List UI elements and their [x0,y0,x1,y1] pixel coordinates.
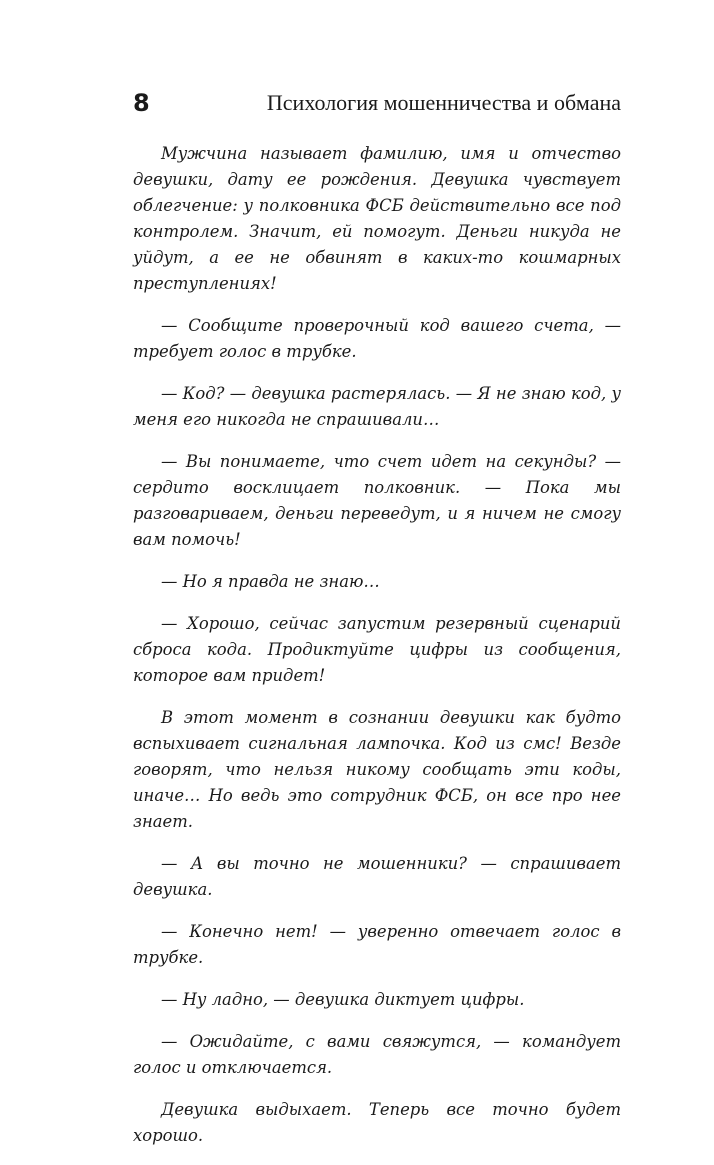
paragraph-1: Мужчина называет фамилию, имя и отчество девушки, дату ее рождения. Девушка чувствует облегчение: у полковника ФСБ действительно все под контролем. Значит, ей помогут. Деньги никуда не уйдут, а ее не обвинят в каких-то кошмарных преступлениях! [133,144,621,293]
paragraph-2: — Сообщите проверочный код вашего счета, — требует голос в трубке. [133,316,621,361]
paragraph-7: В этот момент в сознании девушки как будто вспыхивает сигнальная лампочка. Код из смс! Везде говорят, что нельзя никому сообщать эти коды, иначе… Но ведь это сотрудник ФСБ, он все про нее знает. [133,708,621,831]
page-header [133,86,621,122]
paragraph-8: — А вы точно не мошенники? — спрашивает девушка. [133,854,621,899]
page-number: 8 [133,89,150,117]
body-text [133,141,621,1165]
paragraph-5: — Но я правда не знаю… [161,572,380,591]
paragraph-6: — Хорошо, сейчас запустим резервный сценарий сброса кода. Продиктуйте цифры из сообщения, которое вам придет! [133,614,621,685]
running-title: Психология мошенничества и обмана [266,90,621,115]
paragraph-11: — Ожидайте, с вами свяжутся, — командует голос и отключается. [133,1032,621,1077]
paragraph-4: — Вы понимаете, что счет идет на секунды? — сердито восклицает полковник. — Пока мы разговариваем, деньги переведут, и я ничем не смогу вам помочь! [133,452,621,549]
paragraph-3: — Код? — девушка растерялась. — Я не знаю код, у меня его никогда не спрашивали… [133,384,621,429]
paragraph-9: — Конечно нет! — уверенно отвечает голос в трубке. [133,922,621,967]
paragraph-12: Девушка выдыхает. Теперь все точно будет хорошо. [133,1100,621,1145]
paragraph-10: — Ну ладно, — девушка диктует цифры. [161,990,525,1009]
